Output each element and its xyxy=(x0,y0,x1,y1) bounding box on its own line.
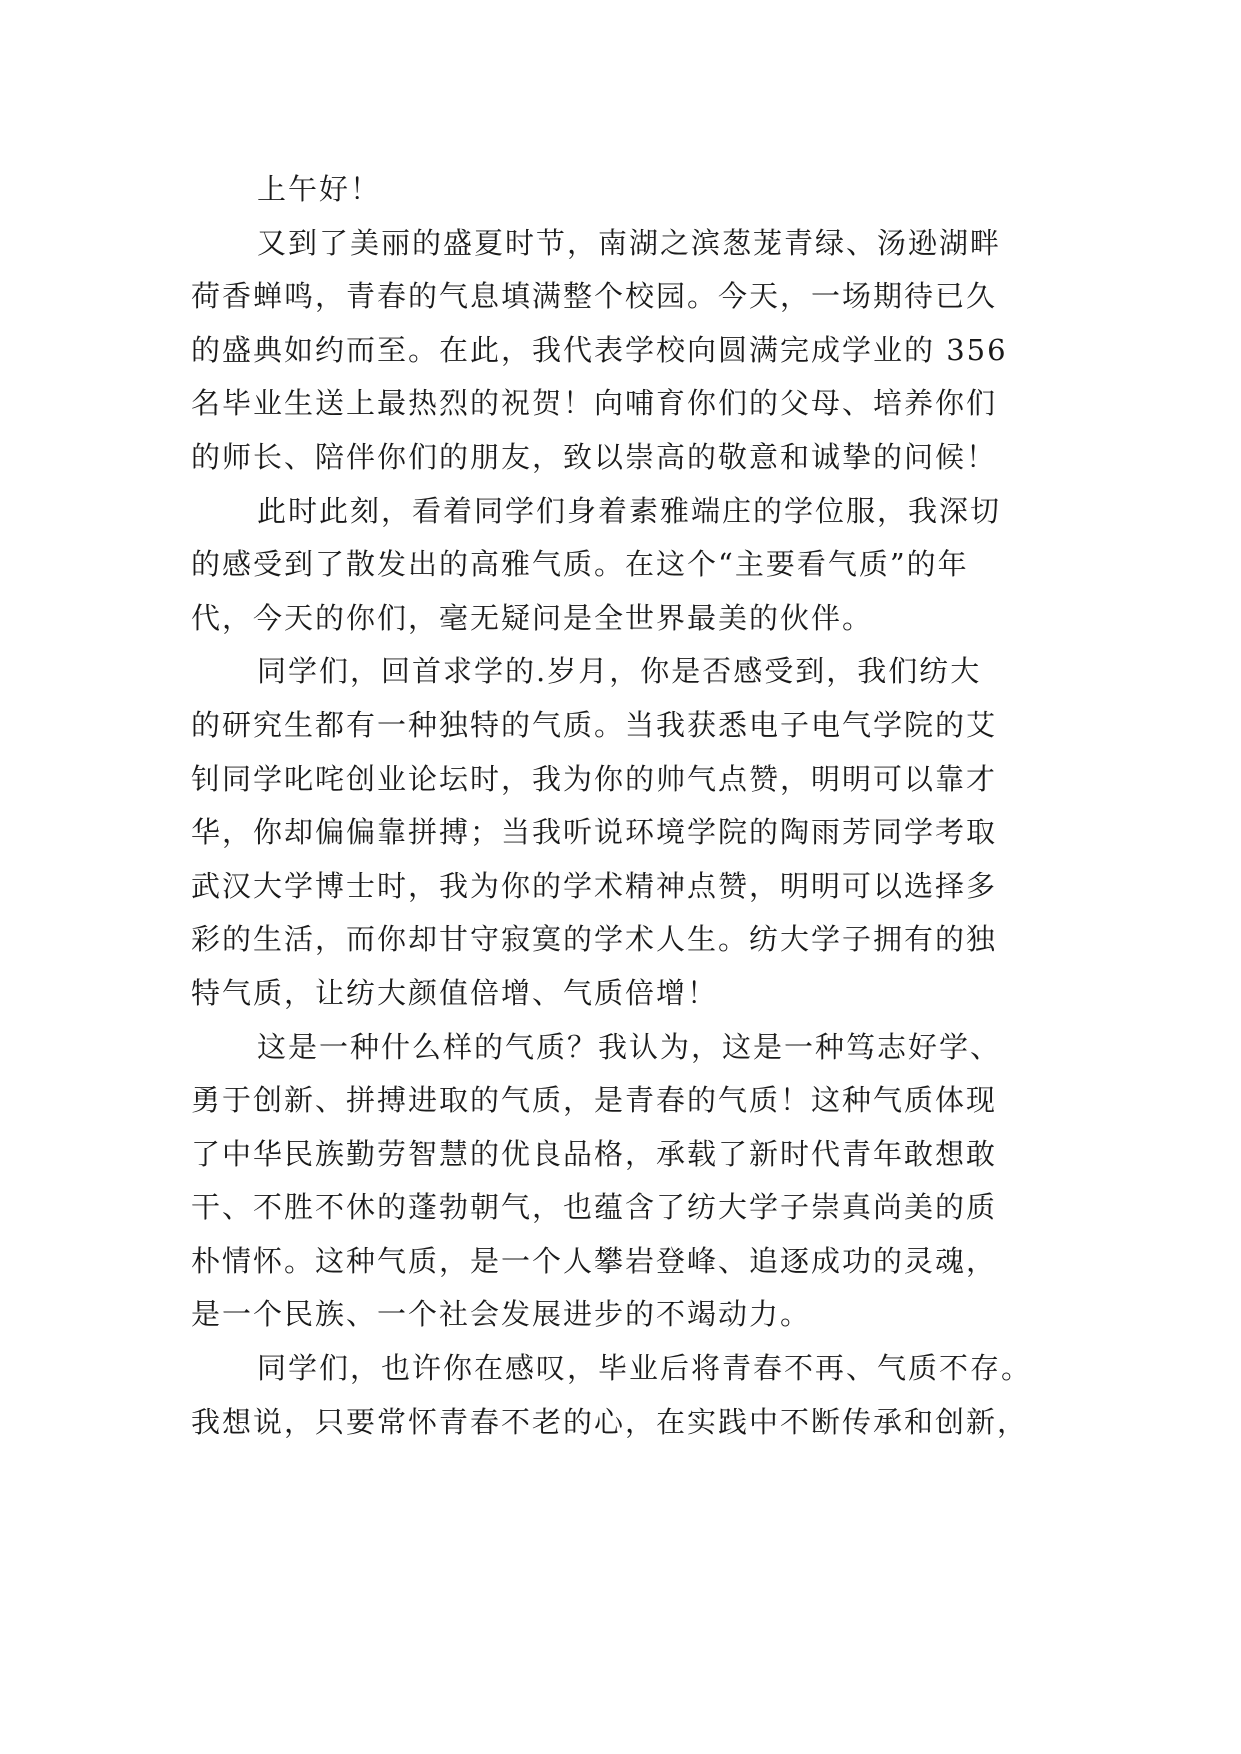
text-line: 了中华民族勤劳智慧的优良品格，承载了新时代青年敢想敢 xyxy=(191,1136,998,1171)
text-line: 代，今天的你们，毫无疑问是全世界最美的伙伴。 xyxy=(191,600,874,635)
text-line: 彩的生活，而你却甘守寂寞的学术人生。纺大学子拥有的独 xyxy=(191,922,998,957)
text-line: 名毕业生送上最热烈的祝贺！向哺育你们的父母、培养你们 xyxy=(191,386,998,421)
text-line: 的师长、陪伴你们的朋友，致以崇高的敬意和诚挚的问候！ xyxy=(191,439,998,474)
text-line: 的研究生都有一种独特的气质。当我获悉电子电气学院的艾 xyxy=(191,707,998,742)
text-line: 同学们，回首求学的.岁月，你是否感受到，我们纺大 xyxy=(257,654,982,689)
text-line: 的感受到了散发出的高雅气质。在这个“主要看气质”的年 xyxy=(191,547,969,582)
text-line: 又到了美丽的盛夏时节，南湖之滨葱茏青绿、汤逊湖畔 xyxy=(257,225,1002,260)
text-line: 干、不胜不休的蓬勃朝气，也蕴含了纺大学子崇真尚美的质 xyxy=(191,1190,998,1225)
speech-body xyxy=(191,163,1051,1449)
text-line: 勇于创新、拼搏进取的气质，是青春的气质！这种气质体现 xyxy=(191,1083,998,1118)
text-line: 我想说，只要常怀青春不老的心，在实践中不断传承和创新， xyxy=(191,1404,1029,1439)
text-line: 荷香蝉鸣，青春的气息填满整个校园。今天，一场期待已久 xyxy=(191,279,998,314)
text-line: 同学们，也许你在感叹，毕业后将青春不再、气质不存。 xyxy=(257,1351,1033,1386)
text-line: 武汉大学博士时，我为你的学术精神点赞，明明可以选择多 xyxy=(191,868,998,903)
text-line: 上午好！ xyxy=(257,172,382,206)
text-line: 特气质，让纺大颜值倍增、气质倍增！ xyxy=(191,975,719,1010)
text-line: 是一个民族、一个社会发展进步的不竭动力。 xyxy=(191,1297,812,1332)
text-line: 钊同学叱咤创业论坛时，我为你的帅气点赞，明明可以靠才 xyxy=(191,761,998,796)
text-line: 朴情怀。这种气质，是一个人攀岩登峰、追逐成功的灵魂， xyxy=(191,1243,998,1278)
text-line: 华，你却偏偏靠拼搏；当我听说环境学院的陶雨芳同学考取 xyxy=(191,815,998,850)
text-line: 此时此刻，看着同学们身着素雅端庄的学位服，我深切 xyxy=(257,493,1002,528)
text-line: 的盛典如约而至。在此，我代表学校向圆满完成学业的 356 xyxy=(191,332,1008,367)
text-line: 这是一种什么样的气质？我认为，这是一种笃志好学、 xyxy=(257,1029,1002,1064)
